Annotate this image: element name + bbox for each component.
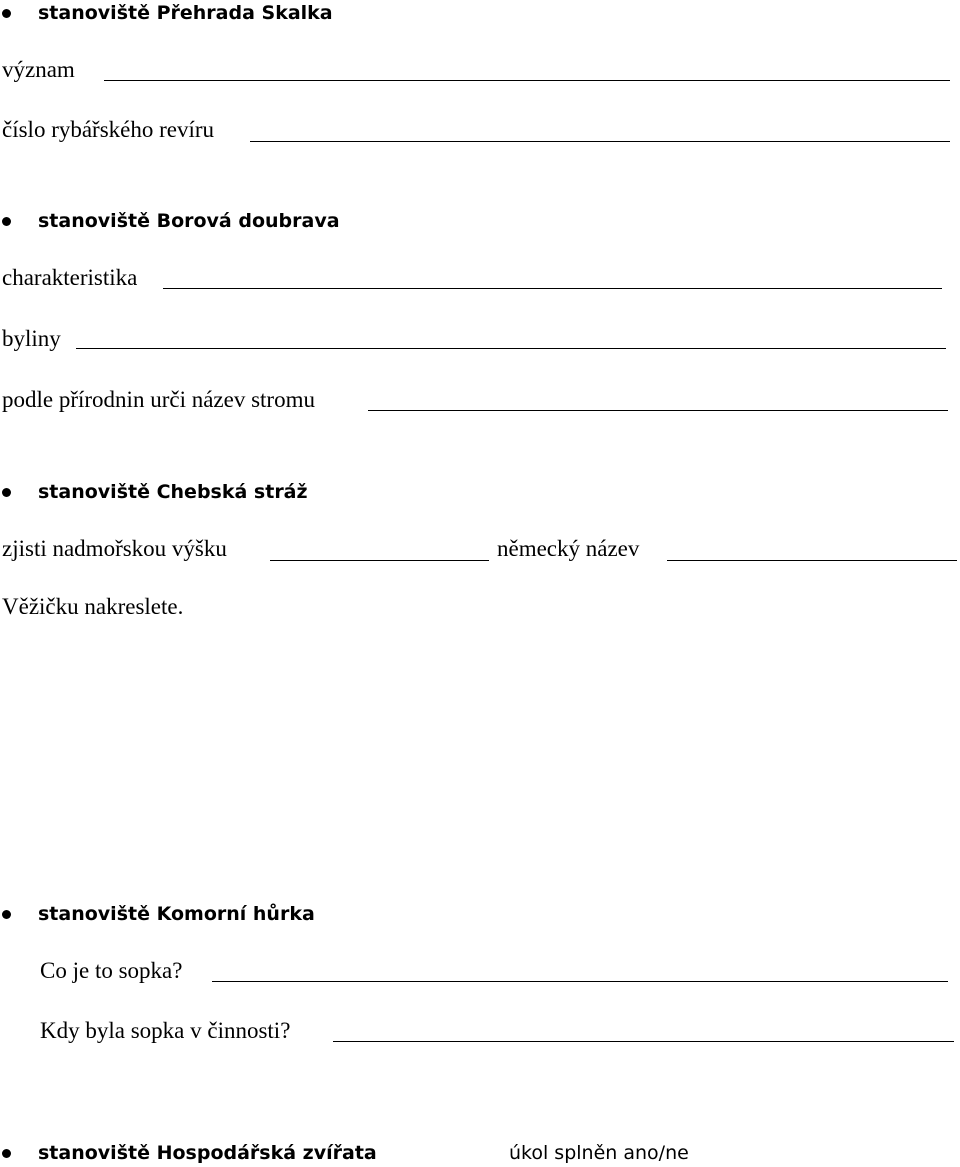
question-co-je-sopka: Co je to sopka? (40, 958, 183, 983)
section-title: stanoviště Chebská stráž (38, 481, 308, 503)
section-title: stanoviště Borová doubrava (38, 210, 340, 232)
answer-line-nemecky-nazev[interactable] (667, 560, 957, 561)
bullet-icon (2, 488, 11, 497)
section-title: stanoviště Komorní hůrka (38, 903, 315, 925)
section-title: stanoviště Přehrada Skalka (38, 2, 333, 24)
field-label-cislo-reviru: číslo rybářského revíru (2, 117, 215, 142)
answer-line-byliny[interactable] (76, 348, 946, 349)
field-label-nazev-stromu: podle přírodnin urči název stromu (2, 387, 315, 412)
task-completed-label: úkol splněn ano/ne (509, 1142, 689, 1164)
section-heading-hospodarska-zvirata (0, 1141, 377, 1165)
bullet-icon (2, 217, 11, 226)
section-heading-chebska-straz (0, 480, 308, 504)
section-heading-borova-doubrava (0, 209, 340, 233)
task-drawing-instruction: Věžičku nakreslete. (2, 594, 184, 619)
answer-line-nazev-stromu[interactable] (368, 410, 948, 411)
field-label-nadmorska-vyska: zjisti nadmořskou výšku (2, 536, 227, 561)
answer-line-co-je-sopka[interactable] (212, 981, 948, 982)
section-heading-komorni-hurka (0, 902, 315, 926)
answer-line-cislo-reviru[interactable] (250, 141, 950, 142)
question-kdy-byla-sopka: Kdy byla sopka v činnosti? (40, 1018, 291, 1043)
field-label-nemecky-nazev: německý název (497, 536, 640, 561)
answer-line-nadmorska-vyska[interactable] (270, 560, 489, 561)
field-label-byliny: byliny (2, 326, 61, 351)
bullet-icon (2, 1149, 11, 1158)
field-label-vyznam: význam (2, 57, 75, 82)
section-heading-prehrada-skalka (0, 1, 333, 25)
answer-line-kdy-byla-sopka[interactable] (333, 1041, 954, 1042)
section-title: stanoviště Hospodářská zvířata (38, 1142, 377, 1164)
answer-line-vyznam[interactable] (104, 80, 950, 81)
bullet-icon (2, 910, 11, 919)
bullet-icon (2, 9, 11, 18)
field-label-charakteristika: charakteristika (2, 265, 138, 290)
answer-line-charakteristika[interactable] (163, 288, 942, 289)
